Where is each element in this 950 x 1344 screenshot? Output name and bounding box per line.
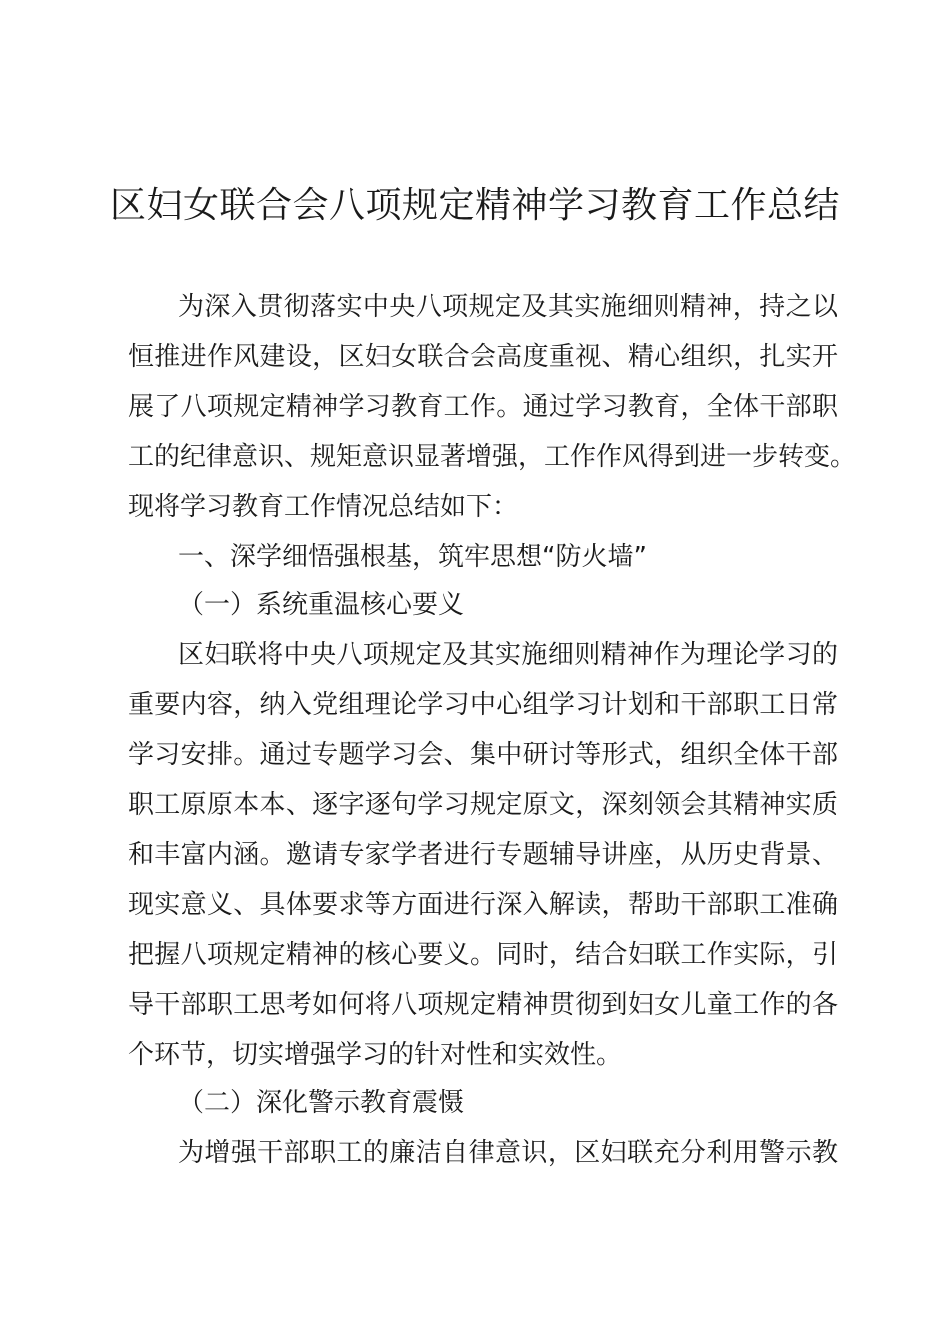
paragraph-line: 个环节，切实增强学习的针对性和实效性。 — [128, 1040, 623, 1070]
intro-paragraph — [128, 282, 857, 532]
paragraph-line: 学习安排。通过专题学习会、集中研讨等形式，组织全体干部 — [128, 740, 838, 770]
subsection-2-paragraph — [128, 1128, 838, 1178]
document-title: 区妇女联合会八项规定精神学习教育工作总结 — [109, 185, 840, 226]
paragraph-line: 区妇联将中央八项规定及其实施细则精神作为理论学习的 — [178, 640, 838, 670]
intro-line: 展了八项规定精神学习教育工作。通过学习教育，全体干部职 — [128, 392, 838, 422]
intro-line: 恒推进作风建设，区妇女联合会高度重视、精心组织，扎实开 — [128, 342, 838, 372]
subsection-heading — [128, 580, 838, 630]
subsection-1-paragraph — [128, 630, 838, 1080]
section-1-heading: 一、深学细悟强根基，筑牢思想“防火墙” — [178, 542, 647, 572]
paragraph-line: 重要内容，纳入党组理论学习中心组学习计划和干部职工日常 — [128, 690, 838, 720]
section-heading — [128, 532, 838, 582]
paragraph-line: 现实意义、具体要求等方面进行深入解读，帮助干部职工准确 — [128, 890, 838, 920]
subsection-1-heading: （一）系统重温核心要义 — [178, 590, 465, 620]
paragraph-line: 职工原原本本、逐字逐句学习规定原文，深刻领会其精神实质 — [128, 790, 838, 820]
intro-line: 工的纪律意识、规矩意识显著增强，工作作风得到进一步转变。 — [128, 442, 857, 472]
paragraph-line: 和丰富内涵。邀请专家学者进行专题辅导讲座，从历史背景、 — [128, 840, 838, 870]
intro-line: 现将学习教育工作情况总结如下： — [128, 492, 519, 522]
paragraph-line: 把握八项规定精神的核心要义。同时，结合妇联工作实际，引 — [128, 940, 838, 970]
paragraph-line: 为增强干部职工的廉洁自律意识，区妇联充分利用警示教 — [178, 1138, 838, 1168]
intro-line: 为深入贯彻落实中央八项规定及其实施细则精神，持之以 — [178, 292, 838, 322]
subsection-heading — [128, 1078, 838, 1128]
subsection-2-heading: （二）深化警示教育震慑 — [178, 1088, 465, 1118]
paragraph-line: 导干部职工思考如何将八项规定精神贯彻到妇女儿童工作的各 — [128, 990, 838, 1020]
